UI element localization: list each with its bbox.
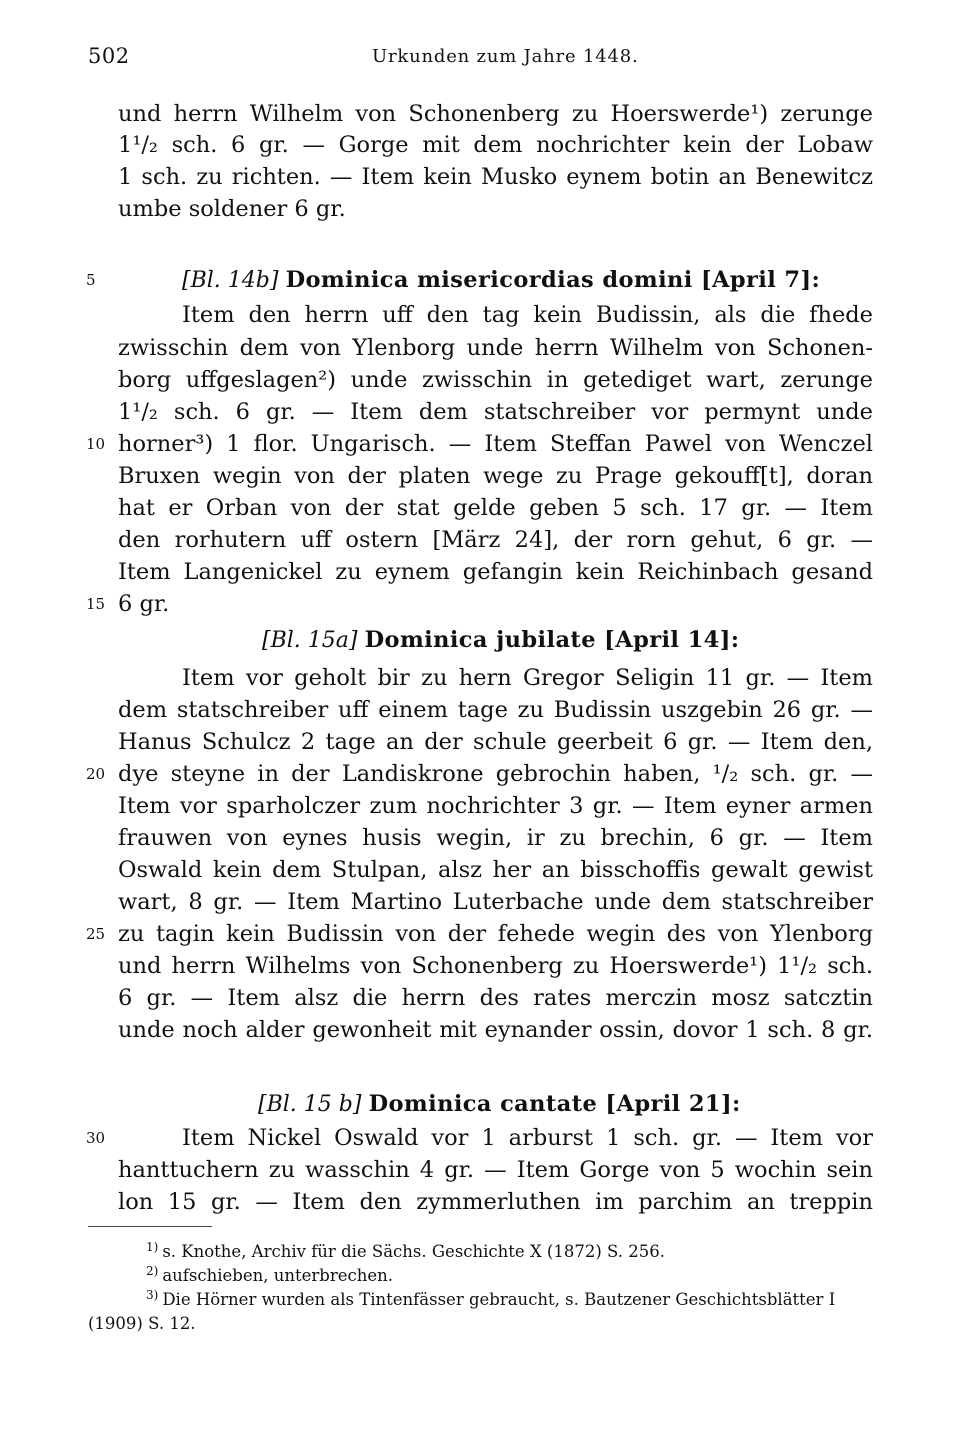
heading-title: Dominica misericordias domini [April 7]: [285, 267, 821, 293]
text-line: und herrn Wilhelms von Schonenberg zu Hoerswerde¹) 1¹/₂ sch. [118, 953, 873, 979]
text-line: hat er Orban von der stat gelde geben 5 sch. 17 gr. — Item [118, 495, 873, 521]
footnote [146, 1240, 874, 1264]
text-line: 1¹/₂ sch. 6 gr. — Item dem statschreiber vor permynt unde [118, 399, 873, 425]
line-number: 30 [86, 1129, 106, 1147]
line-number: 5 [86, 271, 96, 289]
footnote [146, 1288, 874, 1312]
footnote-continuation [88, 1312, 816, 1336]
text-line: zwisschin dem von Ylenborg unde herrn Wilhelm von Schonen- [118, 335, 873, 361]
text-line: unde noch alder gewonheit mit eynander ossin, dovor 1 sch. 8 gr. [118, 1017, 873, 1043]
text-line: 1¹/₂ sch. 6 gr. — Gorge mit dem nochrichter kein der Lobaw [118, 132, 873, 158]
folio-reference: [Bl. 15a] [262, 628, 358, 653]
text-line: hanttuchern zu wasschin 4 gr. — Item Gorge von 5 wochin sein [118, 1157, 873, 1183]
heading-title: Dominica jubilate [April 14]: [364, 627, 740, 653]
text-line: horner³) 1 flor. Ungarisch. — Item Steffan Pawel von Wenczel [118, 431, 873, 457]
text-line: zu tagin kein Budissin von der fehede wegin des von Ylenborg [118, 921, 873, 947]
footnote-text: s. Knothe, Archiv für die Sächs. Geschichte X (1872) S. 256. [162, 1242, 665, 1261]
text-line: Item vor geholt bir zu hern Gregor Seligin 11 gr. — Item [182, 665, 873, 691]
text-line: Bruxen wegin von der platen wege zu Prage gekouff[t], doran [118, 463, 873, 489]
text-line: 1 sch. zu richten. — Item kein Musko eynem botin an Benewitcz [118, 164, 873, 190]
footnote-text: aufschieben, unterbrechen. [162, 1266, 393, 1285]
footnote-rule [88, 1226, 212, 1227]
footnote-text: (1909) S. 12. [88, 1314, 196, 1333]
heading-title: Dominica cantate [April 21]: [368, 1091, 741, 1117]
footnote-text: Die Hörner wurden als Tintenfässer gebraucht, s. Bautzener Geschichtsblätter I [162, 1290, 836, 1309]
page-number: 502 [88, 44, 130, 68]
section-heading [262, 624, 739, 656]
text-line: 6 gr. [118, 591, 170, 617]
text-line: wart, 8 gr. — Item Martino Luterbache unde dem statschreiber [118, 889, 873, 915]
folio-reference: [Bl. 15 b] [258, 1092, 362, 1117]
text-line: umbe soldener 6 gr. [118, 196, 346, 222]
section-heading [182, 264, 820, 296]
text-line: borg uffgeslagen²) unde zwisschin in getediget wart, zerunge [118, 367, 873, 393]
text-line: dye steyne in der Landiskrone gebrochin haben, ¹/₂ sch. gr. — [118, 761, 873, 787]
text-line: dem statschreiber uff einem tage zu Budissin uszgebin 26 gr. — [118, 697, 873, 723]
text-line: Item Langenickel zu eynem gefangin kein Reichinbach gesand [118, 559, 873, 585]
running-head: Urkunden zum Jahre 1448. [372, 46, 639, 67]
section-heading [258, 1088, 741, 1120]
text-line: Oswald kein dem Stulpan, alsz her an bisschoffis gewalt gewist [118, 857, 873, 883]
footnote-mark: 3) [146, 1287, 159, 1302]
text-line: lon 15 gr. — Item den zymmerluthen im parchim an treppin [118, 1189, 873, 1215]
text-line: Item vor sparholczer zum nochrichter 3 gr. — Item eyner armen [118, 793, 873, 819]
text-line: Item den herrn uff den tag kein Budissin, als die fhede [182, 302, 873, 328]
line-number: 25 [86, 925, 106, 943]
text-line: Item Nickel Oswald vor 1 arburst 1 sch. gr. — Item vor [182, 1125, 873, 1151]
footnote [146, 1264, 874, 1288]
text-line: den rorhutern uff ostern [März 24], der rorn gehut, 6 gr. — [118, 527, 873, 553]
text-line: 6 gr. — Item alsz die herrn des rates merczin mosz satcztin [118, 985, 873, 1011]
text-line: frauwen von eynes husis wegin, ir zu brechin, 6 gr. — Item [118, 825, 873, 851]
page-header [0, 44, 960, 76]
footnote-mark: 2) [146, 1263, 159, 1278]
footnote-mark: 1) [146, 1239, 159, 1254]
text-line: und herrn Wilhelm von Schonenberg zu Hoerswerde¹) zerunge [118, 101, 873, 127]
text-line: Hanus Schulcz 2 tage an der schule geerbeit 6 gr. — Item den, [118, 729, 873, 755]
folio-reference: [Bl. 14b] [182, 268, 279, 293]
line-number: 15 [86, 595, 106, 613]
line-number: 10 [86, 435, 106, 453]
line-number: 20 [86, 765, 106, 783]
